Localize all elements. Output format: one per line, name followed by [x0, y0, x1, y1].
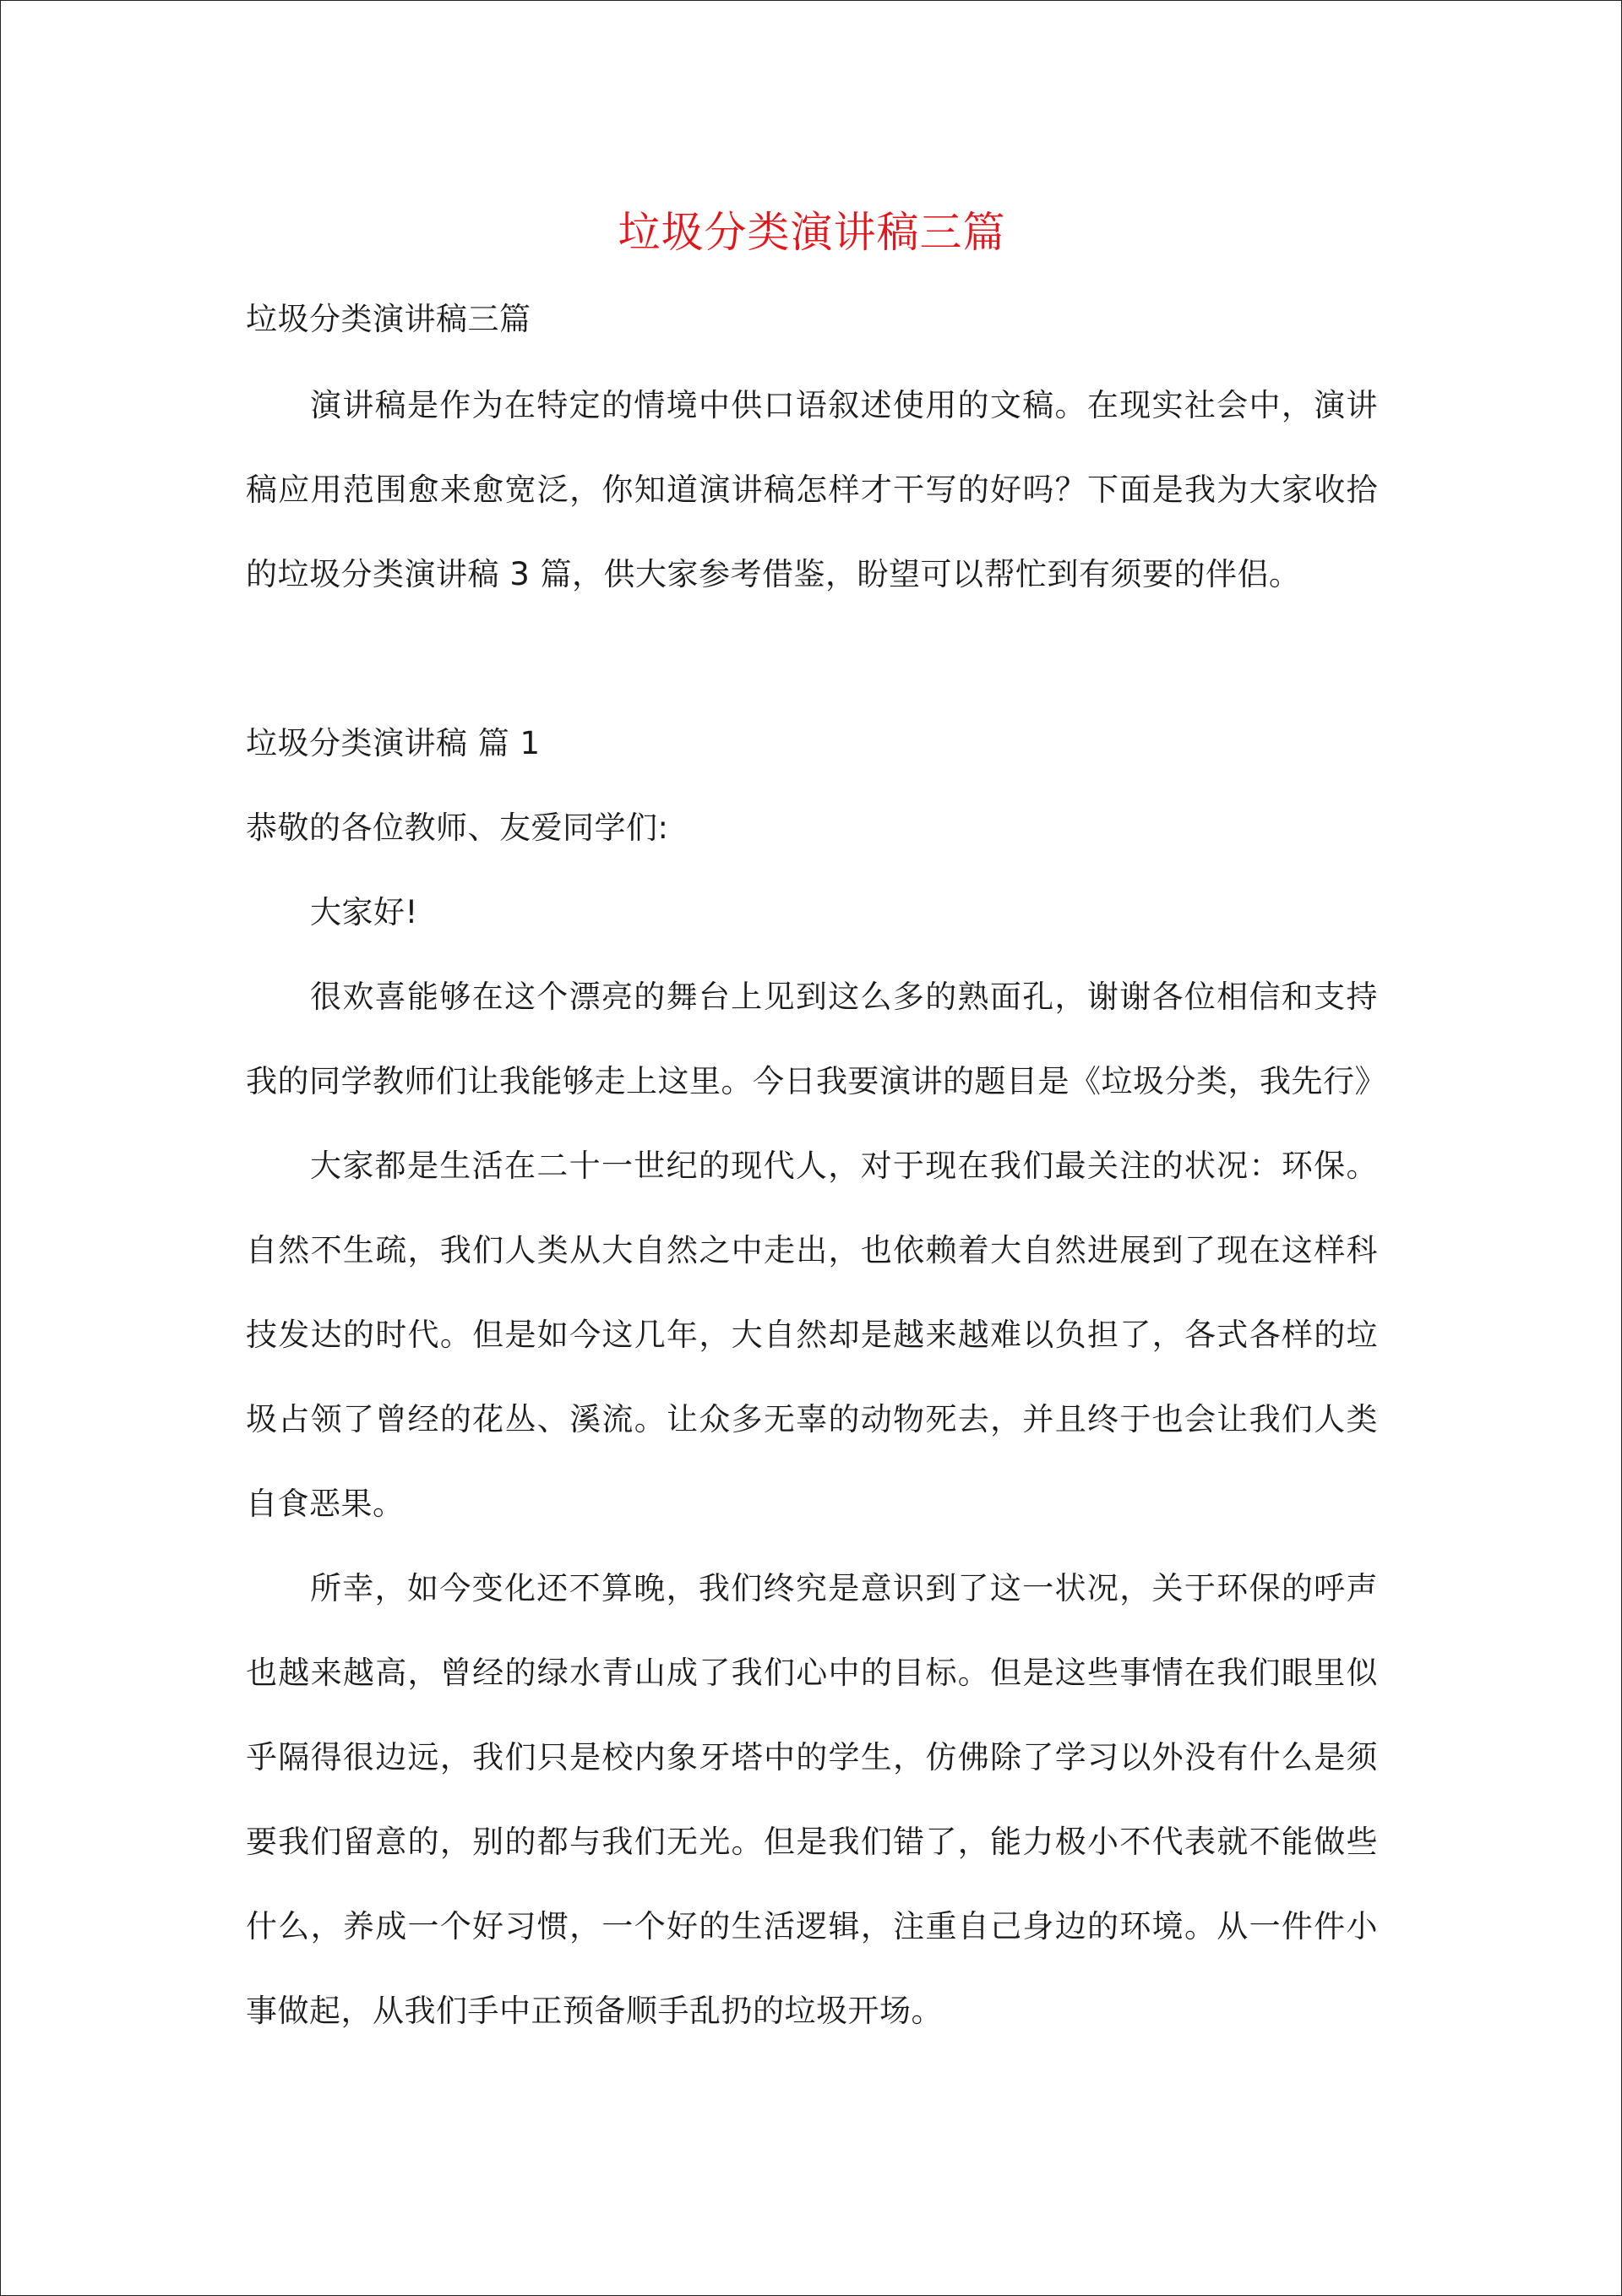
document-title: 垃圾分类演讲稿三篇	[618, 208, 1006, 257]
section-1-paragraph-2: 大家都是生活在二十一世纪的现代人，对于现在我们最关注的状况：环保。自然不生疏，我们人类从大自然之中走出，也依赖着大自然进展到了现在这样科技发达的时代。但是如今这几年，大自然却是越来越难以负担了，各式各样的垃圾占领了曾经的花丛、溪流。让众多无辜的动物死去，并且终于也会让我们人类自食恶果。	[246, 1148, 1378, 1522]
section-1-heading: 垃圾分类演讲稿 篇 1	[246, 725, 541, 761]
greeting: 大家好!	[310, 894, 418, 930]
document-subtitle: 垃圾分类演讲稿三篇	[246, 301, 531, 337]
salutation: 恭敬的各位教师、友爱同学们:	[246, 810, 669, 846]
section-1-paragraph-3: 所幸，如今变化还不算晚，我们终究是意识到了这一状况，关于环保的呼声也越来越高，曾经的绿水青山成了我们心中的目标。但是这些事情在我们眼里似乎隔得很边远，我们只是校内象牙塔中的学生，仿佛除了学习以外没有什么是须要我们留意的，别的都与我们无光。但是我们错了，能力极小不代表就不能做些什么，养成一个好习惯，一个好的生活逻辑，注重自己身边的环境。从一件件小事做起，从我们手中正预备顺手乱扔的垃圾开场。	[246, 1570, 1378, 2029]
intro-paragraph: 演讲稿是作为在特定的情境中供口语叙述使用的文稿。在现实社会中，演讲稿应用范围愈来愈宽泛，你知道演讲稿怎样才干写的好吗？下面是我为大家收拾的垃圾分类演讲稿 3 篇，供大家参考借鉴，盼望可以帮忙到有须要的伴侣。	[246, 387, 1378, 592]
section-1-paragraph-1: 很欢喜能够在这个漂亮的舞台上见到这么多的熟面孔，谢谢各位相信和支持我的同学教师们让我能够走上这里。今日我要演讲的题目是《垃圾分类，我先行》	[246, 979, 1386, 1099]
